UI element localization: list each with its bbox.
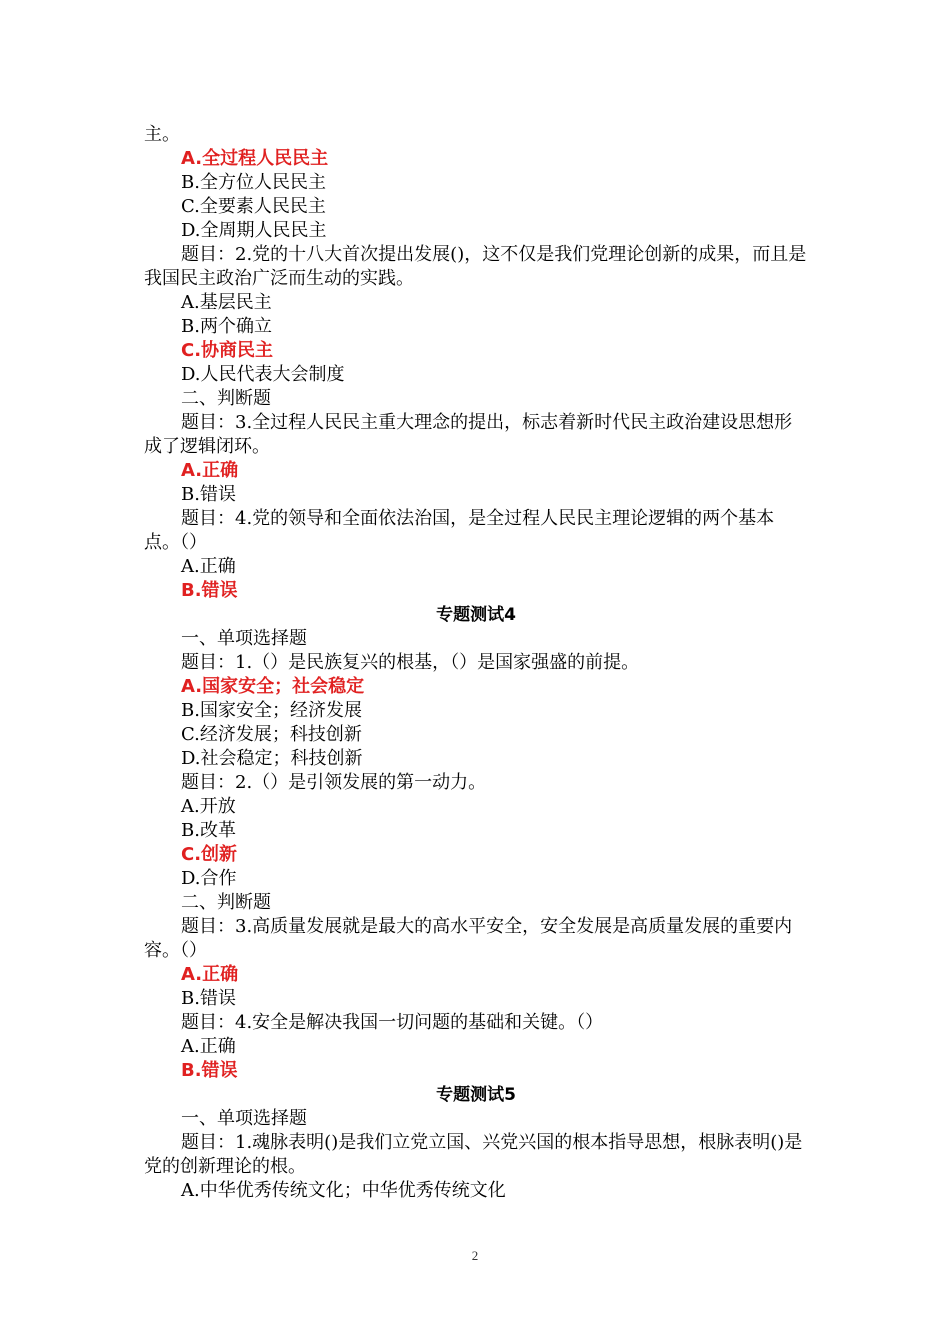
answer-option: B.错误 <box>181 580 238 601</box>
option-line: D.人民代表大会制度 <box>181 364 345 385</box>
option-line: A.中华优秀传统文化；中华优秀传统文化 <box>181 1180 506 1201</box>
question-text: 题目：2.（）是引领发展的第一动力。 <box>181 772 487 793</box>
section-heading: 专题测试5 <box>436 1085 516 1105</box>
answer-option: C.协商民主 <box>181 340 274 361</box>
document-body <box>144 123 808 1203</box>
question-text: 题目：4.安全是解决我国一切问题的基础和关键。（） <box>181 1012 604 1033</box>
option-line: A.开放 <box>181 796 236 817</box>
option-line: D.社会稳定；科技创新 <box>181 748 363 769</box>
answer-option: A.正确 <box>181 460 239 481</box>
option-line: B.全方位人民民主 <box>181 172 326 193</box>
page-number: 2 <box>471 1248 479 1263</box>
answer-option: A.全过程人民民主 <box>181 148 329 169</box>
option-line: A.正确 <box>181 1036 236 1057</box>
answer-option: A.国家安全；社会稳定 <box>181 676 365 697</box>
question-text: 题目：1.（）是民族复兴的根基，（）是国家强盛的前提。 <box>181 652 640 673</box>
question-text: 题目：2.党的十八大首次提出发展()，这不仅是我们党理论创新的成果，而且是我国民主政治广泛而生动的实践。 <box>144 244 807 289</box>
option-line: C.经济发展；科技创新 <box>181 724 362 745</box>
option-line: C.全要素人民民主 <box>181 196 326 217</box>
text-line: 主。 <box>144 124 180 145</box>
option-line: B.国家安全；经济发展 <box>181 700 362 721</box>
question-text: 题目：3.高质量发展就是最大的高水平安全，安全发展是高质量发展的重要内容。（） <box>144 916 793 961</box>
question-text: 题目：4.党的领导和全面依法治国，是全过程人民民主理论逻辑的两个基本点。（） <box>144 508 775 553</box>
option-line: A.基层民主 <box>181 292 272 313</box>
option-line: B.错误 <box>181 484 236 505</box>
question-text: 题目：3.全过程人民民主重大理念的提出，标志着新时代民主政治建设思想形成了逻辑闭环。 <box>144 412 793 457</box>
option-line: D.合作 <box>181 868 237 889</box>
option-line: B.两个确立 <box>181 316 272 337</box>
question-text: 题目：1.魂脉表明()是我们立党立国、兴党兴国的根本指导思想，根脉表明()是党的创新理论的根。 <box>144 1132 803 1177</box>
option-line: 一、单项选择题 <box>181 1108 307 1129</box>
option-line: D.全周期人民民主 <box>181 220 327 241</box>
section-heading: 专题测试4 <box>436 605 516 625</box>
option-line: A.正确 <box>181 556 236 577</box>
answer-option: B.错误 <box>181 1060 238 1081</box>
answer-option: A.正确 <box>181 964 239 985</box>
option-line: 二、判断题 <box>181 892 271 913</box>
option-line: 一、单项选择题 <box>181 628 307 649</box>
answer-option: C.创新 <box>181 844 238 865</box>
option-line: B.改革 <box>181 820 236 841</box>
option-line: 二、判断题 <box>181 388 271 409</box>
option-line: B.错误 <box>181 988 236 1009</box>
